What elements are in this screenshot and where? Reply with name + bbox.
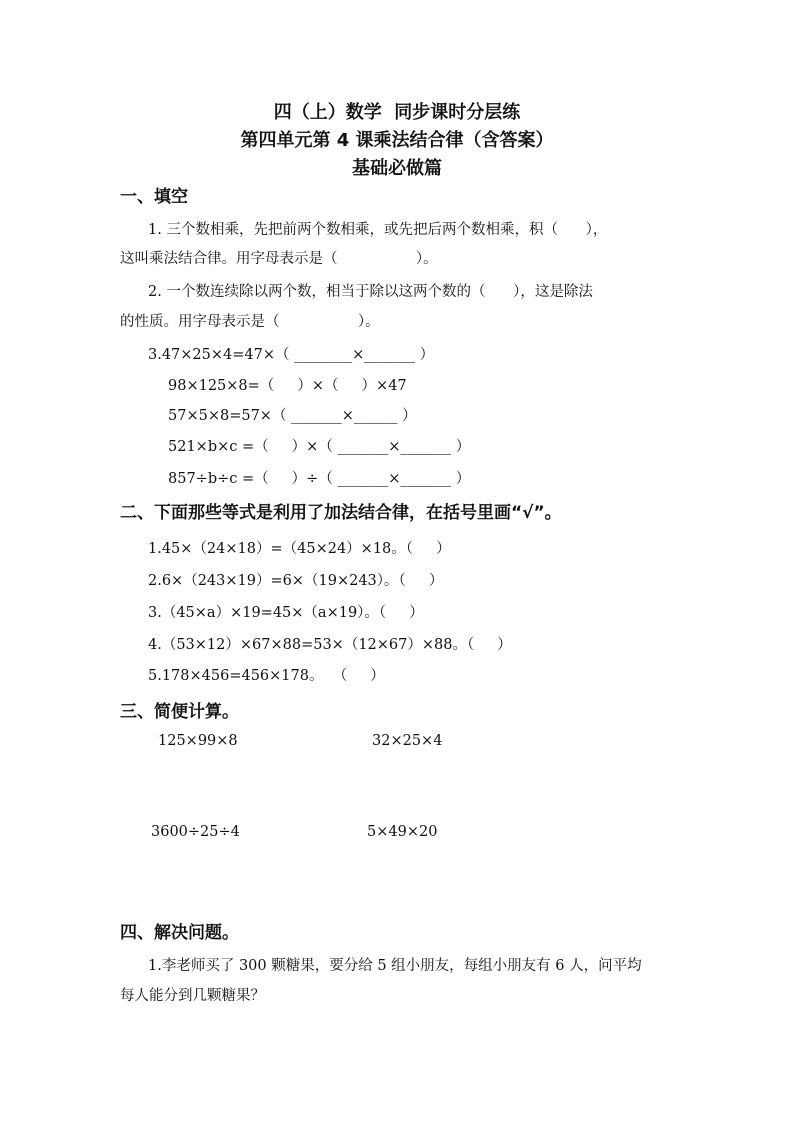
calc-item: 5×49×20 [367, 824, 438, 840]
level-title: 基础必做篇 [352, 158, 442, 179]
calc-item: 125×99×8 [158, 733, 238, 749]
question-3-line: 857÷b÷c =（ ）÷（ _______×_______ ） [168, 471, 471, 487]
question-3-line: 57×5×8=57×（ _______×______ ） [168, 408, 417, 424]
section-heading-calculation: 三、简便计算。 [120, 702, 239, 722]
question-1-line-1: 1. 三个数相乘，先把前两个数相乘，或先把后两个数相乘，积（ ）， [148, 222, 608, 238]
calc-item: 32×25×4 [372, 733, 443, 749]
calc-item: 3600÷25÷4 [151, 824, 240, 840]
question-3-line: 3.47×25×4=47×（ ________×_______ ） [148, 347, 435, 363]
judge-item: 1.45×（24×18）=（45×24）×18。（ ） [148, 541, 451, 557]
lesson-title: 第四单元第 4 课乘法结合律（含答案） [240, 130, 554, 151]
section-heading-fill-in: 一、填空 [120, 187, 188, 207]
question-2-line-2: 的性质。用字母表示是（ ）。 [120, 314, 380, 330]
judge-item: 3.（45×a）×19=45×（a×19）。（ ） [148, 605, 424, 621]
question-2-line-1: 2. 一个数连续除以两个数，相当于除以这两个数的（ ），这是除法 [148, 284, 593, 300]
problem-1-line-2: 每人能分到几颗糖果？ [120, 988, 265, 1004]
problem-1-line-1: 1.李老师买了 300 颗糖果，要分给 5 组小朋友，每组小朋友有 6 人，问平均 [148, 958, 642, 974]
section-heading-word-problems: 四、解决问题。 [120, 923, 239, 943]
question-1-line-2: 这叫乘法结合律。用字母表示是（ ）。 [120, 251, 438, 267]
page-title: 四（上）数学 同步课时分层练 [273, 102, 521, 123]
judge-item: 4.（53×12）×67×88=53×（12×67）×88。（ ） [148, 637, 512, 653]
question-3-line: 521×b×c =（ ）×（ _______×_______ ） [168, 439, 471, 455]
section-heading-true-false: 二、下面那些等式是利用了加法结合律，在括号里画“√”。 [120, 503, 562, 523]
judge-item: 5.178×456=456×178。 （ ） [148, 668, 385, 684]
question-3-line: 98×125×8=（ ）×（ ）×47 [168, 378, 407, 394]
judge-item: 2.6×（243×19）=6×（19×243）。（ ） [148, 573, 444, 589]
